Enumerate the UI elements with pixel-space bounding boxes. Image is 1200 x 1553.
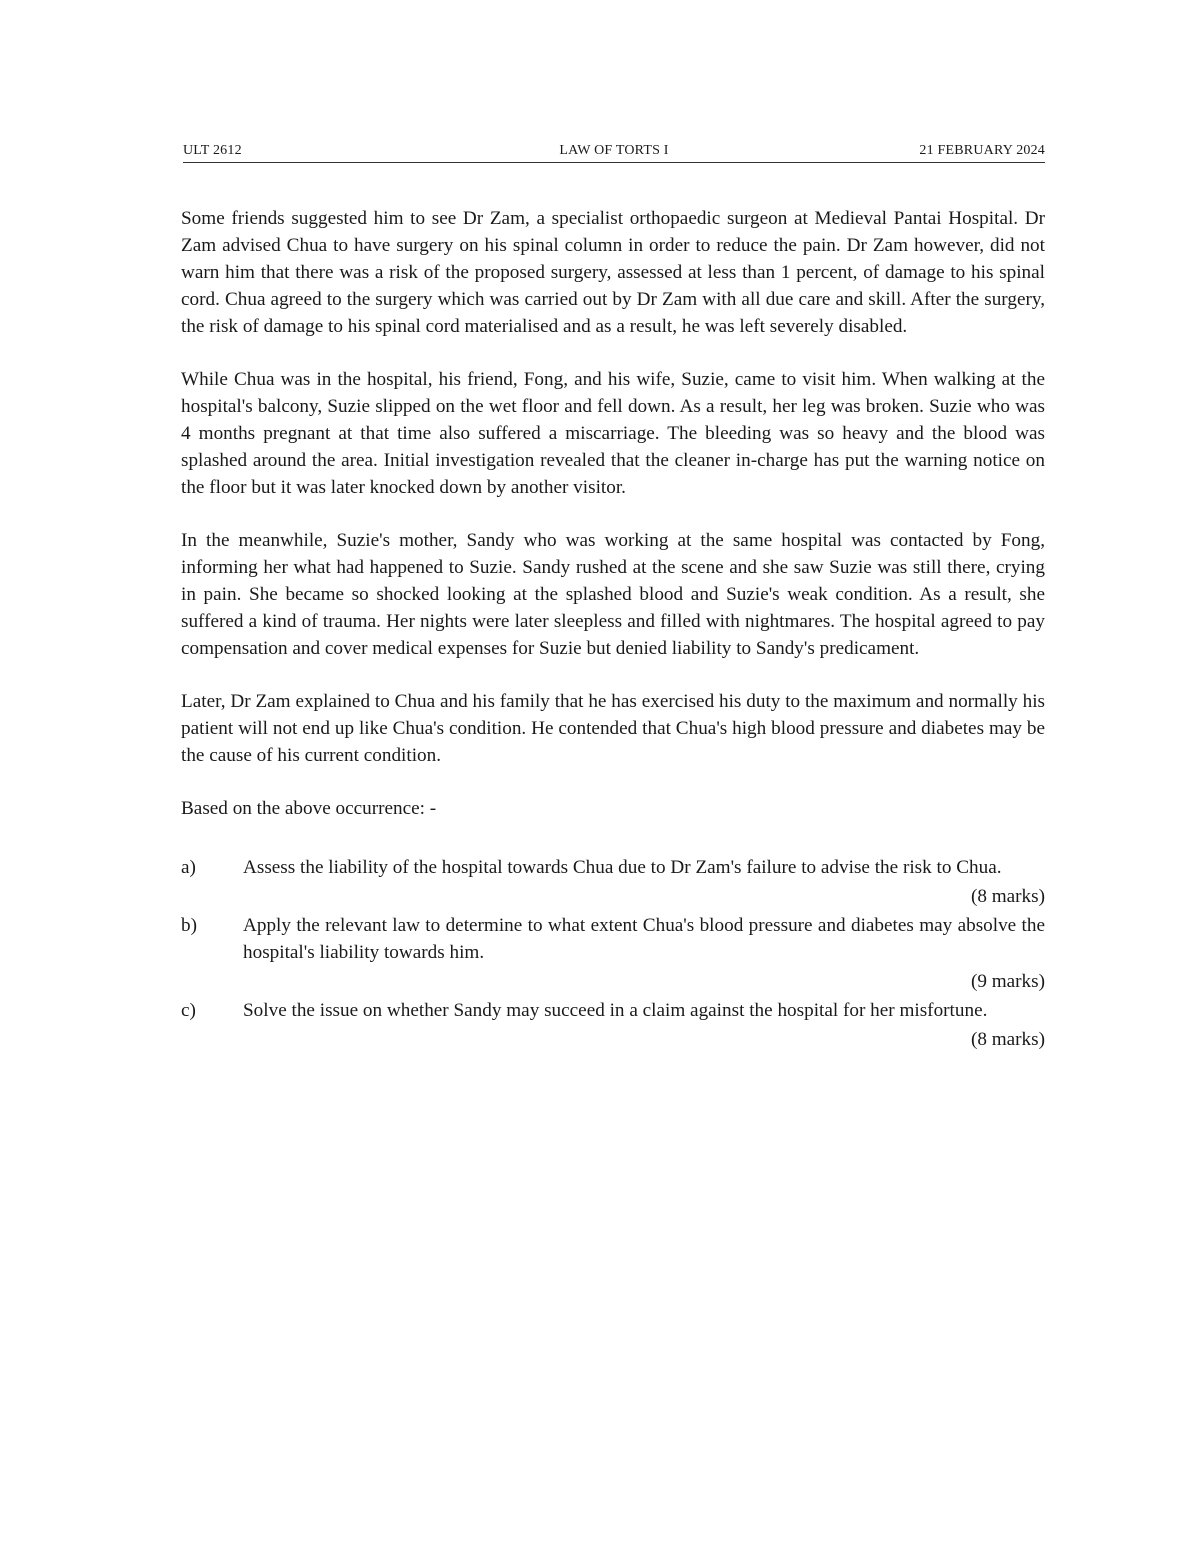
- question-marks: (8 marks): [970, 886, 1045, 907]
- course-code: ULT 2612: [183, 143, 242, 158]
- paragraph-accident: While Chua was in the hospital, his friend, Fong, and his wife, Suzie, came to visit him. When walking at the hospital's balcony, Suzie slipped on the wet floor and fell down. As a result, her leg was broken. Suzie who was 4 months pregnant at that time also suffered a miscarriage. The bleeding was so heavy and the blood was splashed around the area. Initial investigation revealed that the cleaner in-charge has put the warning notice on the floor but it was later knocked down by another visitor.: [181, 369, 1045, 498]
- paragraph-surgery: Some friends suggested him to see Dr Zam, a specialist orthopaedic surgeon at Medieval Pantai Hospital. Dr Zam advised Chua to have surgery on his spinal column in order to reduce the pain. Dr Zam however, did not warn him that there was a risk of the proposed surgery, assessed at less than 1 percent, of damage to his spinal cord. Chua agreed to the surgery which was carried out by Dr Zam with all due care and skill. After the surgery, the risk of damage to his spinal cord materialised and as a result, he was left severely disabled.: [181, 208, 1045, 337]
- question-c: [181, 997, 1045, 1053]
- question-label: c): [181, 1000, 196, 1021]
- question-marks: (9 marks): [970, 971, 1045, 992]
- question-label: b): [181, 915, 197, 936]
- question-marks: (8 marks): [970, 1029, 1045, 1050]
- question-a: [181, 854, 1045, 910]
- page-header: [183, 140, 1045, 163]
- question-text: Assess the liability of the hospital towards Chua due to Dr Zam's failure to advise the risk to Chua.: [243, 857, 1002, 878]
- document-body: [181, 205, 1045, 1055]
- course-title: LAW OF TORTS I: [559, 143, 669, 158]
- paragraph-sandy: In the meanwhile, Suzie's mother, Sandy who was working at the same hospital was contacted by Fong, informing her what had happened to Suzie. Sandy rushed at the scene and she saw Suzie was still there, crying in pain. She became so shocked looking at the splashed blood and Suzie's weak condition. As a result, she suffered a kind of trauma. Her nights were later sleepless and filled with nightmares. The hospital agreed to pay compensation and cover medical expenses for Suzie but denied liability to Sandy's predicament.: [181, 530, 1045, 659]
- exam-date: 21 FEBRUARY 2024: [919, 143, 1045, 158]
- question-b: [181, 912, 1045, 995]
- question-text: Solve the issue on whether Sandy may succeed in a claim against the hospital for her misfortune.: [243, 1000, 988, 1021]
- question-text: Apply the relevant law to determine to what extent Chua's blood pressure and diabetes may absolve the hospital's liability towards him.: [243, 915, 1045, 963]
- question-lead-in: Based on the above occurrence: -: [181, 798, 437, 819]
- question-label: a): [181, 857, 196, 878]
- paragraph-dr-zam-explanation: Later, Dr Zam explained to Chua and his family that he has exercised his duty to the maximum and normally his patient will not end up like Chua's condition. He contended that Chua's high blood pressure and diabetes may be the cause of his current condition.: [181, 691, 1045, 766]
